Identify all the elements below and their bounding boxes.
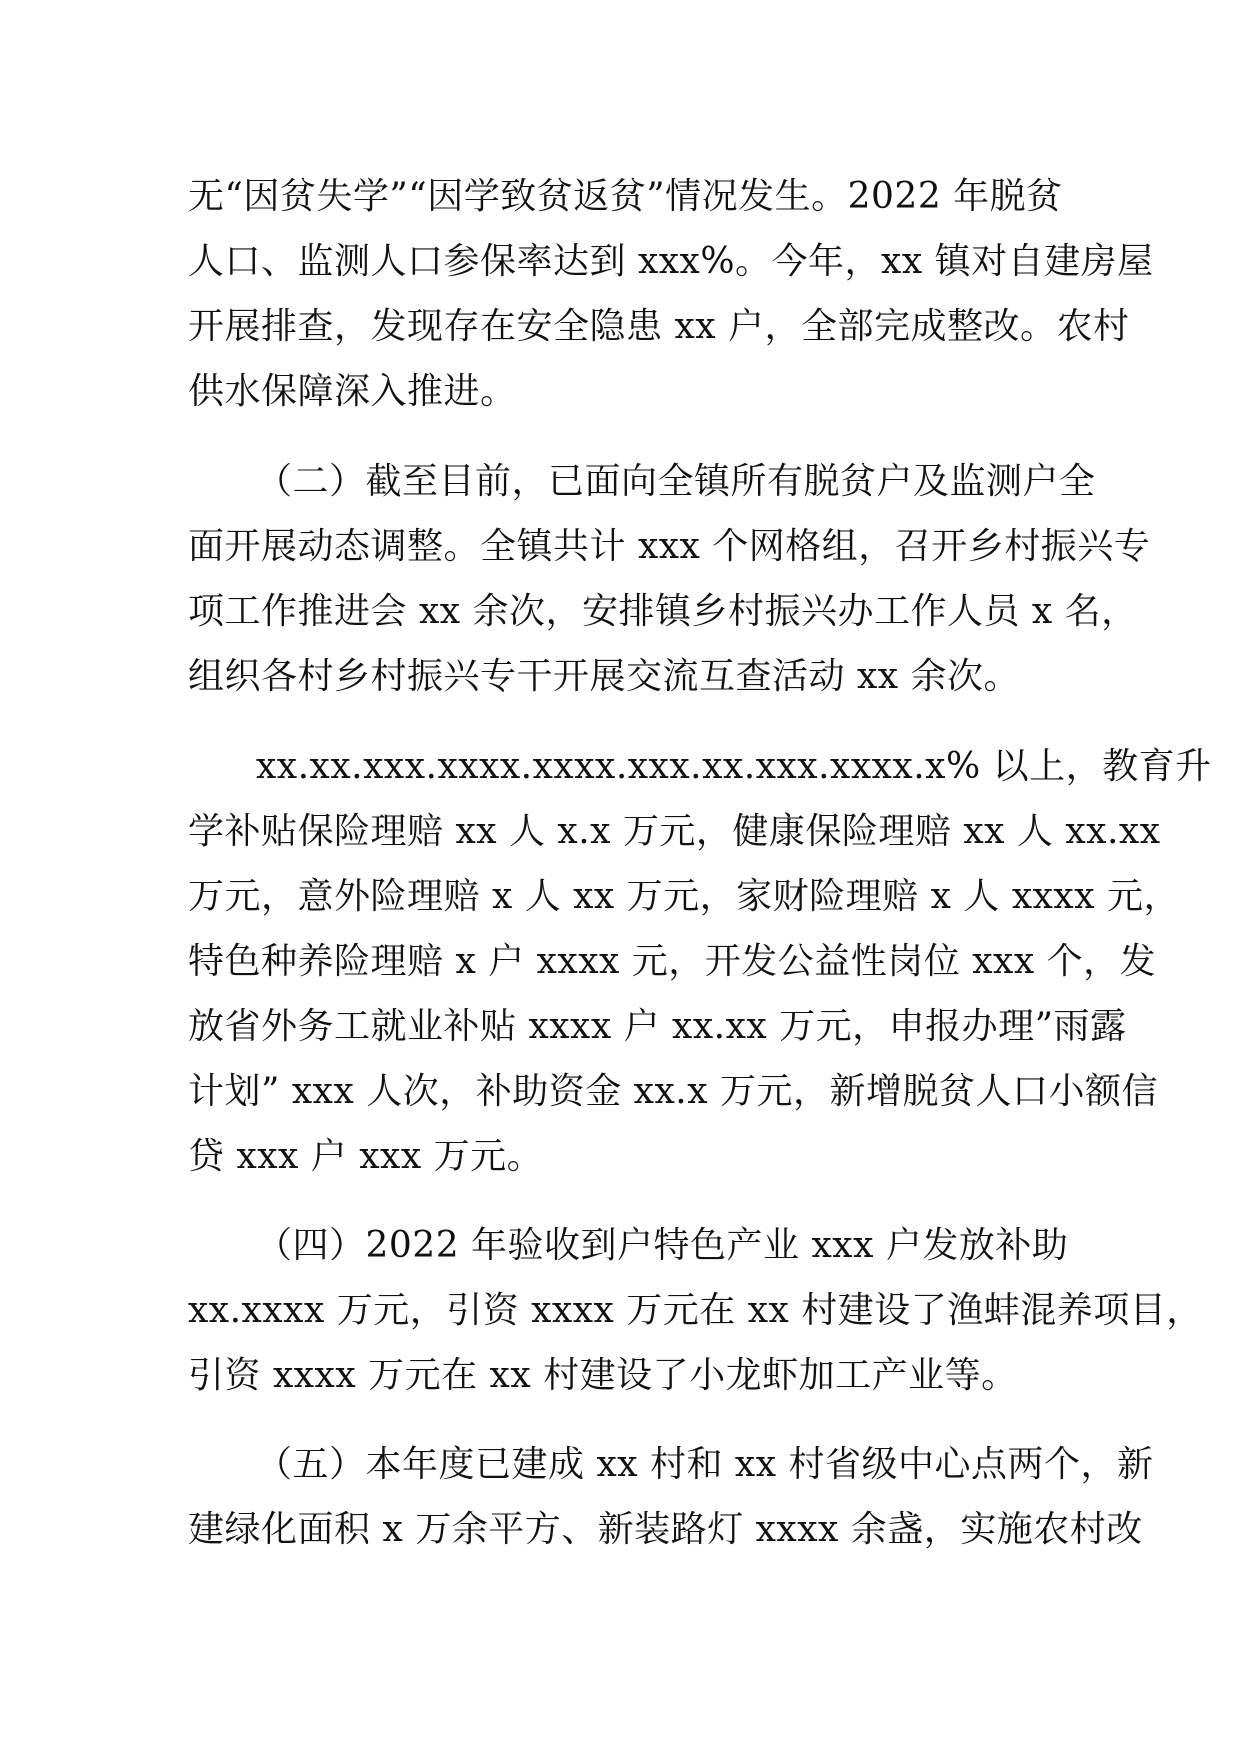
text-line: 计划” xxx 人次，补助资金 xx.x 万元，新增脱贫人口小额信 (188, 1071, 1158, 1112)
paragraph-insurance-claims (188, 734, 1212, 1189)
text-line: 贷 xxx 户 xxx 万元。 (188, 1136, 544, 1177)
text-line: （四）2022 年验收到户特色产业 xxx 户发放补助 (256, 1225, 1069, 1266)
text-line: 人口、监测人口参保率达到 xxx%。今年，xx 镇对自建房屋 (188, 241, 1154, 282)
text-line: （二）截至目前，已面向全镇所有脱贫户及监测户全 (256, 461, 1096, 502)
text-line: 项工作推进会 xx 余次，安排镇乡村振兴办工作人员 x 名， (188, 591, 1138, 632)
paragraph-section-five (188, 1432, 1154, 1562)
text-line: 无“因贫失学”“因学致贫返贫”情况发生。2022 年脱贫 (188, 176, 1063, 217)
text-line: 特色种养险理赔 x 户 xxxx 元，开发公益性岗位 xxx 个，发 (188, 941, 1157, 982)
paragraph-poverty-education-insurance (188, 164, 1154, 424)
paragraph-section-four (188, 1213, 1203, 1408)
text-line: xx.xxxx 万元，引资 xxxx 万元在 xx 村建设了渔蚌混养项目， (188, 1290, 1203, 1331)
text-line: 放省外务工就业补贴 xxxx 户 xx.xx 万元，申报办理”雨露 (188, 1006, 1127, 1047)
text-line: xx.xx.xxx.xxxx.xxxx.xxx.xx.xxx.xxxx.x% 以上，教育升 (256, 746, 1212, 787)
text-line: 供水保障深入推进。 (188, 371, 517, 412)
paragraph-section-two (188, 449, 1151, 709)
text-line: 万元，意外险理赔 x 人 xx 万元，家财险理赔 x 人 xxxx 元， (188, 876, 1180, 917)
text-line: 引资 xxxx 万元在 xx 村建设了小龙虾加工产业等。 (188, 1355, 1018, 1396)
text-line: 建绿化面积 x 万余平方、新装路灯 xxxx 余盏，实施农村改 (188, 1509, 1143, 1550)
text-line: 开展排查，发现存在安全隐患 xx 户，全部完成整改。农村 (188, 306, 1130, 347)
text-line: 面开展动态调整。全镇共计 xxx 个网格组，召开乡村振兴专 (188, 526, 1151, 567)
text-line: 学补贴保险理赔 xx 人 x.x 万元，健康保险理赔 xx 人 xx.xx (188, 811, 1161, 852)
text-line: 组织各村乡村振兴专干开展交流互查活动 xx 余次。 (188, 656, 1020, 697)
text-line: （五）本年度已建成 xx 村和 xx 村省级中心点两个，新 (256, 1444, 1154, 1485)
